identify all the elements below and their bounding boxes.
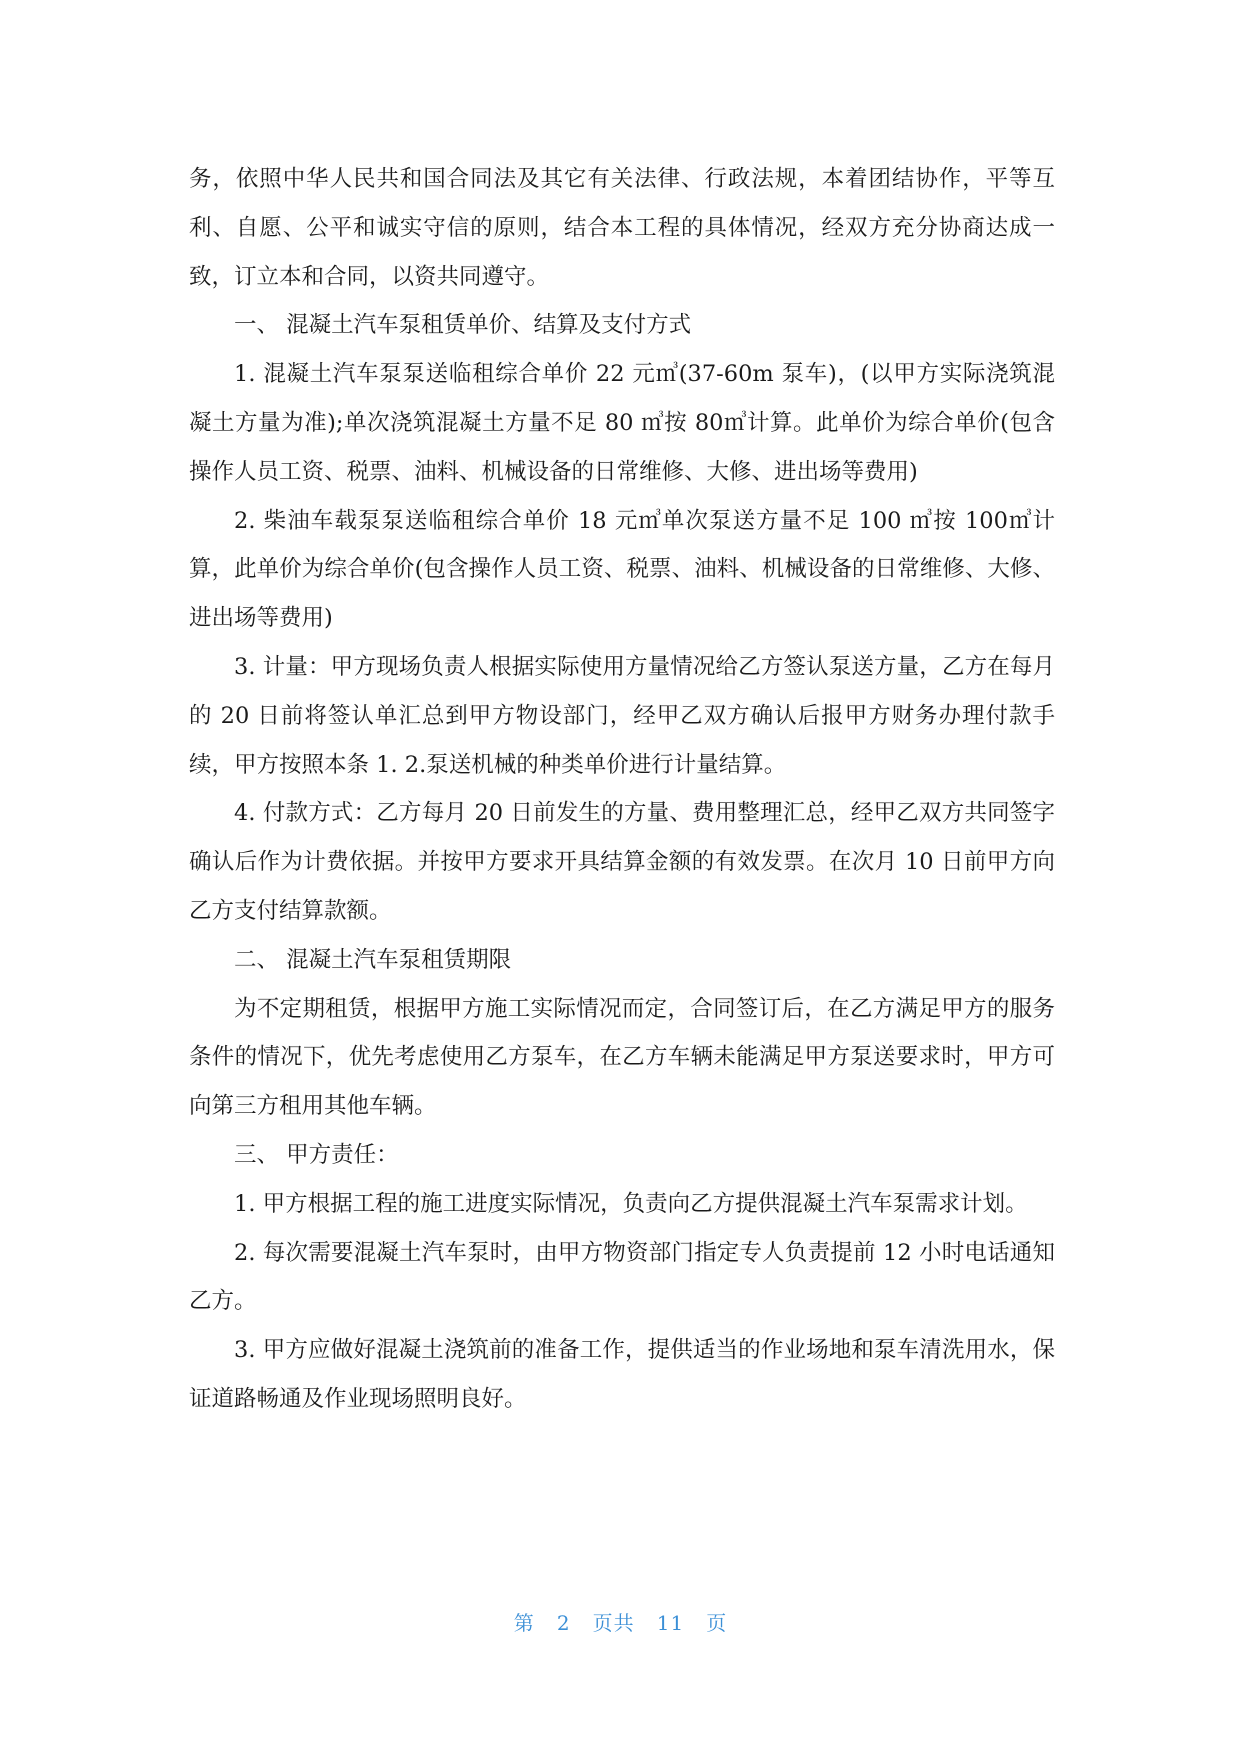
intro-paragraph: 务，依照中华人民共和国合同法及其它有关法律、行政法规，本着团结协作，平等互利、自愿、公平和诚实守信的原则，结合本工程的具体情况，经双方充分协商达成一致，订立本和合同，以资共同遵守。 (189, 166, 1055, 290)
footer-total-pages: 11 (656, 1611, 685, 1635)
clause-1-4: 4. 付款方式：乙方每月 20 日前发生的方量、费用整理汇总，经甲乙双方共同签字确认后作为计费依据。并按甲方要求开具结算金额的有效发票。在次月 10 日前甲方向乙方支付结算款额。 (189, 800, 1055, 924)
section-3-heading: 三、 甲方责任： (234, 1141, 399, 1168)
clause-3-3: 3. 甲方应做好混凝土浇筑前的准备工作，提供适当的作业场地和泵车清洗用水，保证道路畅通及作业现场照明良好。 (189, 1337, 1055, 1412)
section-2-body: 为不定期租赁，根据甲方施工实际情况而定，合同签订后，在乙方满足甲方的服务条件的情况下，优先考虑使用乙方泵车，在乙方车辆未能满足甲方泵送要求时，甲方可向第三方租用其他车辆。 (189, 995, 1055, 1120)
page-number-footer (0, 1609, 1241, 1637)
footer-middle: 页共 (592, 1611, 635, 1635)
section-1-heading: 一、 混凝土汽车泵租赁单价、结算及支付方式 (234, 312, 692, 339)
footer-suffix: 页 (706, 1611, 728, 1635)
clause-1-3: 3. 计量：甲方现场负责人根据实际使用方量情况给乙方签认泵送方量，乙方在每月的 20 日前将签认单汇总到甲方物设部门，经甲乙双方确认后报甲方财务办理付款手续，甲方按照本条 1. 2.泵送机械的种类单价进行计量结算。 (189, 653, 1055, 778)
clause-1-2: 2. 柴油车载泵泵送临租综合单价 18 元㎥单次泵送方量不足 100 ㎥按 100㎥计算，此单价为综合单价(包含操作人员工资、税票、油料、机械设备的日常维修、大修、进出场等费用) (189, 507, 1055, 632)
footer-current-page: 2 (556, 1611, 571, 1635)
footer-prefix: 第 (513, 1611, 535, 1635)
clause-3-1: 1. 甲方根据工程的施工进度实际情况，负责向乙方提供混凝土汽车泵需求计划。 (234, 1190, 1028, 1217)
clause-1-1: 1. 混凝土汽车泵泵送临租综合单价 22 元㎥(37-60m 泵车)，(以甲方实际浇筑混凝土方量为准);单次浇筑混凝土方量不足 80 ㎥按 80㎥计算。此单价为综合单价(包含操作人员工资、税票、油料、机械设备的日常维修、大修、进出场等费用) (189, 361, 1055, 485)
document-body (189, 155, 1055, 1424)
section-2-heading: 二、 混凝土汽车泵租赁期限 (234, 946, 512, 973)
clause-3-2: 2. 每次需要混凝土汽车泵时，由甲方物资部门指定专人负责提前 12 小时电话通知乙方。 (189, 1239, 1055, 1315)
